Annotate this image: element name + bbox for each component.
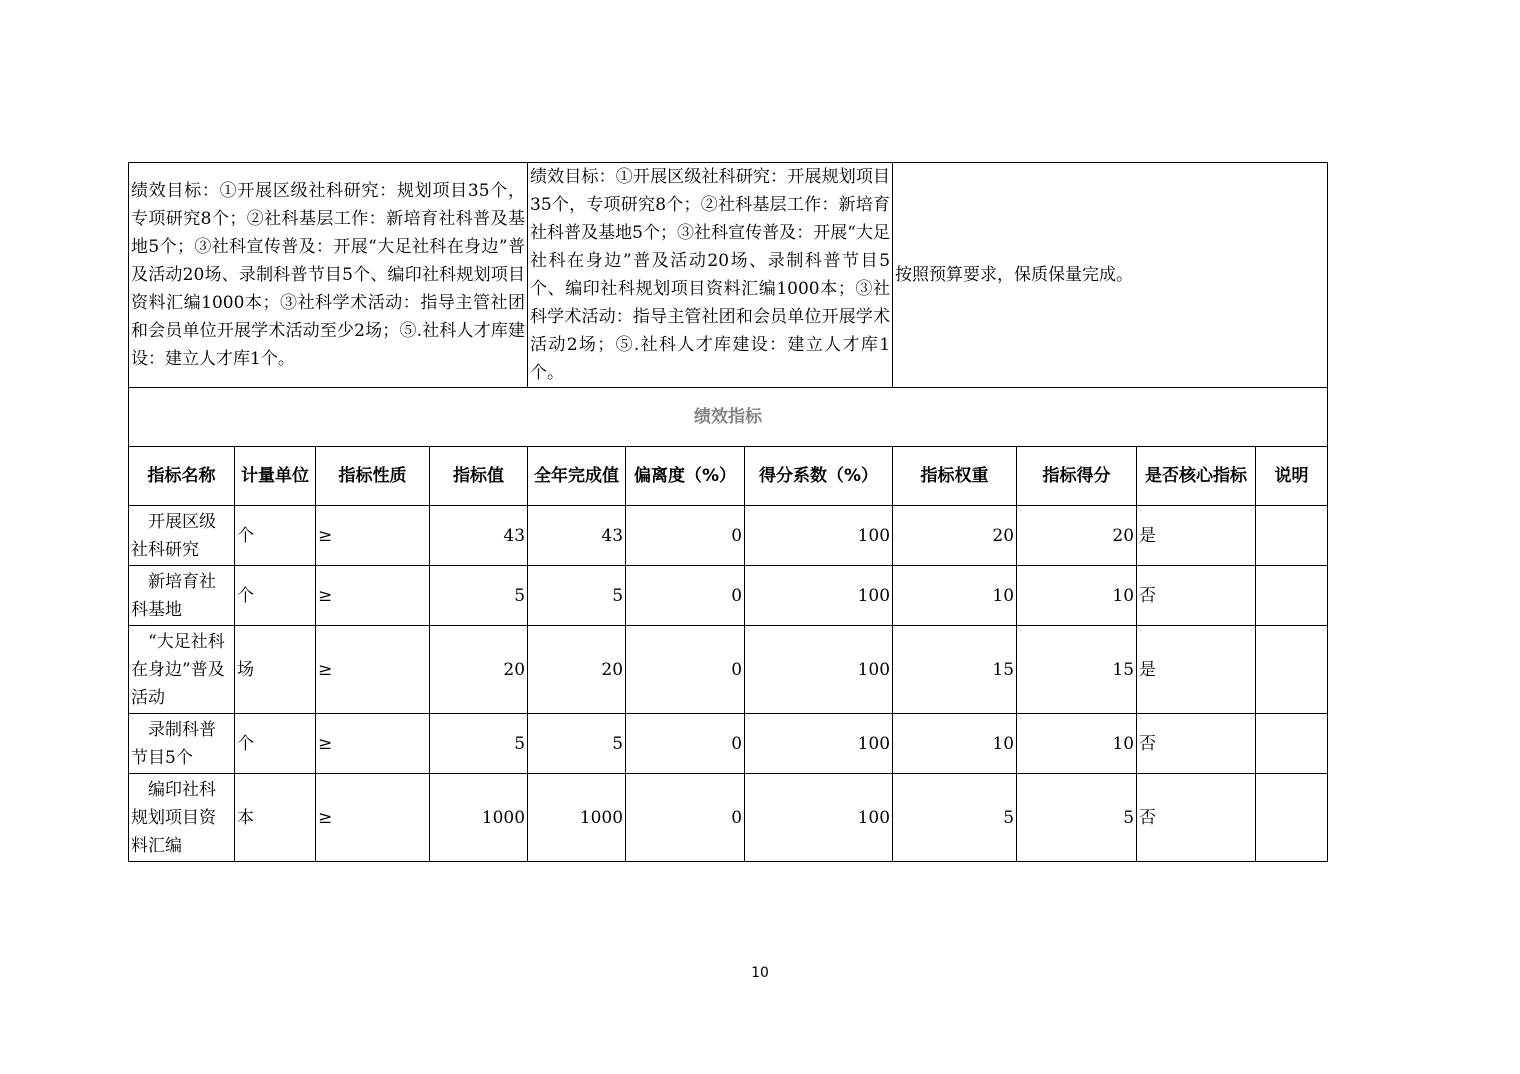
coefficient-cell: 100 <box>745 626 893 714</box>
goal-plan-text: 绩效目标：①开展区级社科研究：规划项目35个，专项研究8个；②社科基层工作：新培育社科普及基地5个；③社科宣传普及：开展“大足社科在身边”普及活动20场、录制科普节目5个、编印社科规划项目资料汇编1000本；③社科学术活动：指导主管社团和会员单位开展学术活动至少2场；⑤.社科人才库建设：建立人才库1个。 <box>129 163 528 388</box>
coefficient-cell: 100 <box>745 714 893 774</box>
coefficient-cell: 100 <box>745 506 893 566</box>
nature-cell: ≥ <box>316 626 430 714</box>
core-cell: 是 <box>1137 506 1256 566</box>
deviation-cell: 0 <box>626 566 745 626</box>
weight-cell: 20 <box>893 506 1017 566</box>
weight-cell: 5 <box>893 774 1017 862</box>
note-cell <box>1256 506 1328 566</box>
section-title-row <box>129 388 1328 447</box>
core-cell: 否 <box>1137 714 1256 774</box>
indicator-name: 新培育社科基地 <box>129 566 235 626</box>
header-note: 说明 <box>1256 447 1328 506</box>
deviation-cell: 0 <box>626 714 745 774</box>
header-coefficient: 得分系数（%） <box>745 447 893 506</box>
indicator-name: 录制科普节目5个 <box>129 714 235 774</box>
header-indicator-name: 指标名称 <box>129 447 235 506</box>
note-cell <box>1256 774 1328 862</box>
actual-cell: 43 <box>528 506 626 566</box>
target-cell: 5 <box>430 714 528 774</box>
actual-cell: 5 <box>528 566 626 626</box>
note-cell <box>1256 626 1328 714</box>
core-cell: 否 <box>1137 774 1256 862</box>
goal-actual-text: 绩效目标：①开展区级社科研究：开展规划项目35个，专项研究8个；②社科基层工作：新培育社科普及基地5个；③社科宣传普及：开展“大足社科在身边”普及活动20场、录制科普节目5个、编印社科规划项目资料汇编1000本；③社科学术活动：指导主管社团和会员单位开展学术活动2场；⑤.社科人才库建设：建立人才库1个。 <box>528 163 893 388</box>
unit-cell: 场 <box>235 626 316 714</box>
page-number: 10 <box>751 965 769 981</box>
table-row <box>129 714 1328 774</box>
deviation-cell: 0 <box>626 626 745 714</box>
score-cell: 20 <box>1017 506 1137 566</box>
core-cell: 是 <box>1137 626 1256 714</box>
nature-cell: ≥ <box>316 714 430 774</box>
unit-cell: 本 <box>235 774 316 862</box>
actual-cell: 20 <box>528 626 626 714</box>
table-row <box>129 626 1328 714</box>
goals-row <box>129 163 1328 388</box>
core-cell: 否 <box>1137 566 1256 626</box>
coefficient-cell: 100 <box>745 566 893 626</box>
performance-table <box>128 162 1328 862</box>
unit-cell: 个 <box>235 714 316 774</box>
indicator-name: 编印社科规划项目资料汇编 <box>129 774 235 862</box>
target-cell: 43 <box>430 506 528 566</box>
actual-cell: 1000 <box>528 774 626 862</box>
target-cell: 5 <box>430 566 528 626</box>
deviation-cell: 0 <box>626 774 745 862</box>
nature-cell: ≥ <box>316 774 430 862</box>
header-core: 是否核心指标 <box>1137 447 1256 506</box>
header-row <box>129 447 1328 506</box>
header-actual: 全年完成值 <box>528 447 626 506</box>
indicator-name: 开展区级社科研究 <box>129 506 235 566</box>
target-cell: 20 <box>430 626 528 714</box>
score-cell: 5 <box>1017 774 1137 862</box>
header-unit: 计量单位 <box>235 447 316 506</box>
header-deviation: 偏离度（%） <box>626 447 745 506</box>
actual-cell: 5 <box>528 714 626 774</box>
weight-cell: 10 <box>893 714 1017 774</box>
deviation-cell: 0 <box>626 506 745 566</box>
weight-cell: 10 <box>893 566 1017 626</box>
score-cell: 10 <box>1017 566 1137 626</box>
table-row <box>129 774 1328 862</box>
nature-cell: ≥ <box>316 506 430 566</box>
header-weight: 指标权重 <box>893 447 1017 506</box>
goal-note-text: 按照预算要求，保质保量完成。 <box>893 163 1328 388</box>
coefficient-cell: 100 <box>745 774 893 862</box>
note-cell <box>1256 566 1328 626</box>
target-cell: 1000 <box>430 774 528 862</box>
note-cell <box>1256 714 1328 774</box>
table-row <box>129 566 1328 626</box>
nature-cell: ≥ <box>316 566 430 626</box>
section-title: 绩效指标 <box>129 388 1328 447</box>
header-score: 指标得分 <box>1017 447 1137 506</box>
weight-cell: 15 <box>893 626 1017 714</box>
header-target: 指标值 <box>430 447 528 506</box>
indicator-name: “大足社科在身边”普及活动 <box>129 626 235 714</box>
score-cell: 10 <box>1017 714 1137 774</box>
score-cell: 15 <box>1017 626 1137 714</box>
header-nature: 指标性质 <box>316 447 430 506</box>
table-row <box>129 506 1328 566</box>
unit-cell: 个 <box>235 566 316 626</box>
unit-cell: 个 <box>235 506 316 566</box>
